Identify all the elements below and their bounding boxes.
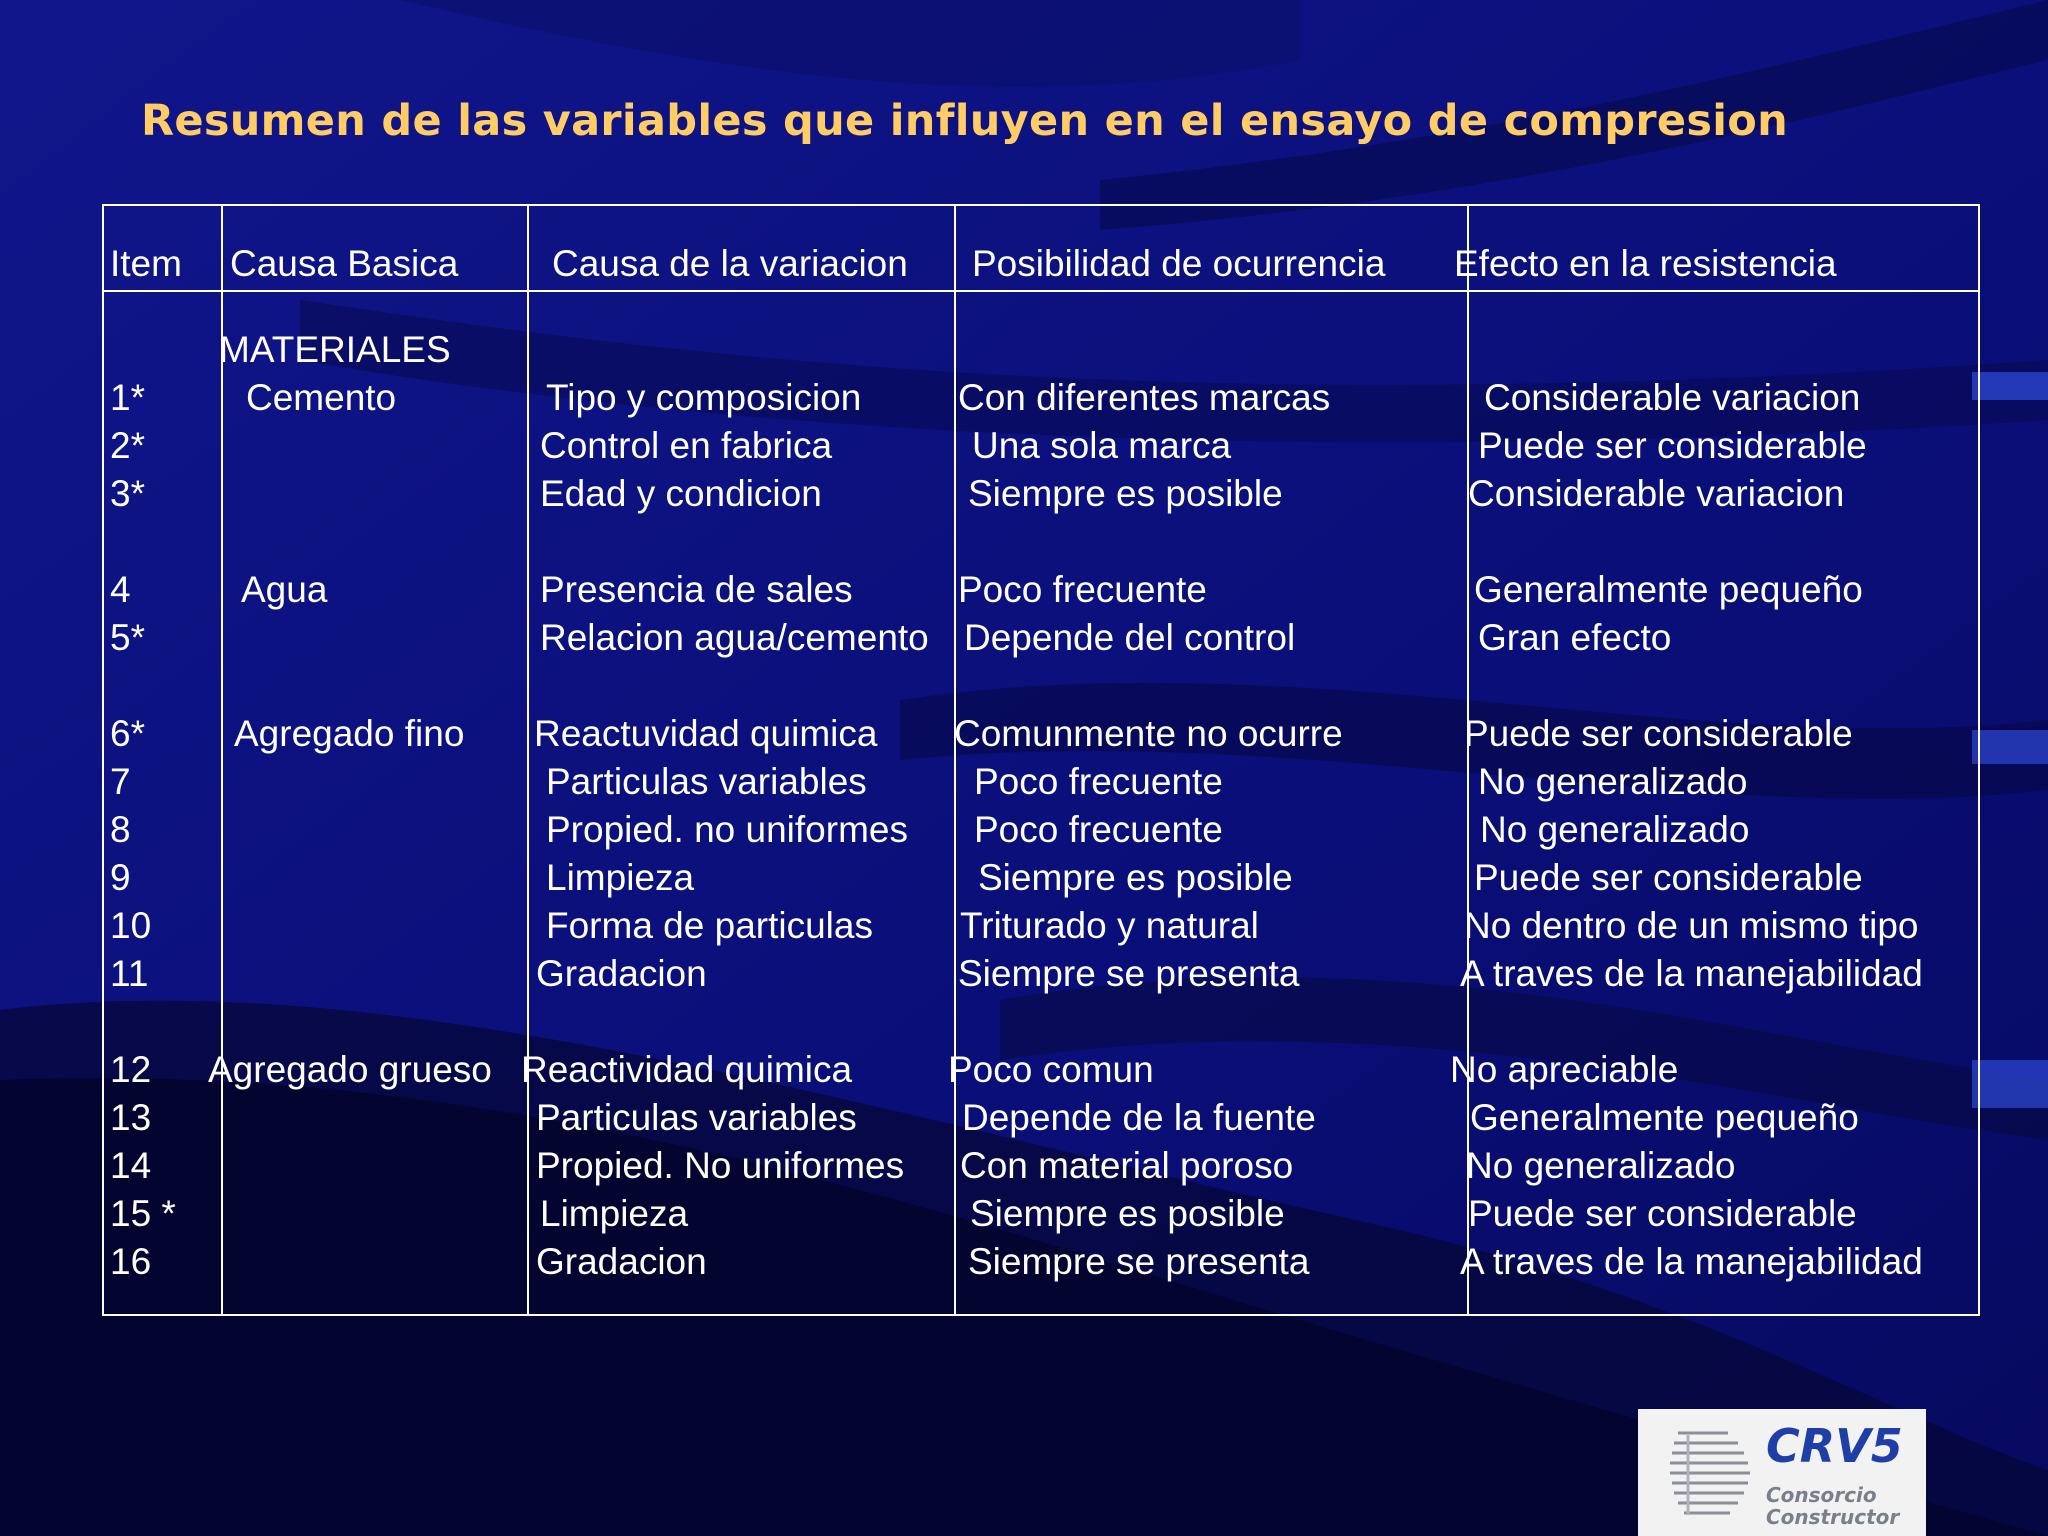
row-item: 4 [110, 569, 131, 610]
row-variation: Edad y condicion [540, 473, 822, 514]
row-effect: No generalizado [1478, 761, 1748, 802]
row-variation: Particulas variables [546, 761, 867, 802]
row-possibility: Siempre se presenta [958, 953, 1300, 994]
row-effect: Considerable variacion [1468, 473, 1845, 514]
row-variation: Propied. no uniformes [546, 809, 908, 850]
row-possibility: Siempre es posible [968, 473, 1283, 514]
row-possibility: Siempre se presenta [968, 1241, 1310, 1282]
row-possibility: Poco frecuente [974, 761, 1223, 802]
row-effect: No apreciable [1450, 1049, 1679, 1090]
column-divider [527, 206, 529, 1314]
row-possibility: Triturado y natural [960, 905, 1259, 946]
row-possibility: Con material poroso [960, 1145, 1294, 1186]
row-effect: No generalizado [1480, 809, 1750, 850]
header-causa-variacion: Causa de la variacion [552, 243, 908, 284]
row-variation: Presencia de sales [540, 569, 853, 610]
row-item: 2* [110, 425, 145, 466]
row-effect: Generalmente pequeño [1470, 1097, 1859, 1138]
cause-label: Cemento [246, 377, 397, 418]
row-item: 5* [110, 617, 145, 658]
row-item: 8 [110, 809, 131, 850]
row-variation: Forma de particulas [546, 905, 873, 946]
row-variation: Relacion agua/cemento [540, 617, 929, 658]
row-variation: Limpieza [540, 1193, 689, 1234]
logo-subtitle-1: Consorcio [1766, 1483, 1877, 1507]
row-item: 14 [110, 1145, 152, 1186]
row-effect: Puede ser considerable [1464, 713, 1853, 754]
column-divider [221, 206, 223, 1314]
row-variation: Tipo y composicion [546, 377, 862, 418]
header-item: Item [110, 243, 182, 284]
header-divider [104, 290, 1978, 292]
row-variation: Particulas variables [536, 1097, 857, 1138]
variables-table [102, 204, 1980, 1316]
column-divider [954, 206, 956, 1314]
row-variation: Reactuvidad quimica [534, 713, 878, 754]
row-item: 16 [110, 1241, 152, 1282]
logo-subtitle-2: Constructor [1766, 1505, 1900, 1529]
row-variation: Limpieza [546, 857, 695, 898]
header-posibilidad: Posibilidad de ocurrencia [972, 243, 1386, 284]
row-effect: A traves de la manejabilidad [1460, 953, 1923, 994]
row-effect: Puede ser considerable [1474, 857, 1863, 898]
company-logo [1638, 1409, 1926, 1536]
row-item: 15 * [110, 1193, 176, 1234]
row-item: 3* [110, 473, 145, 514]
header-efecto: Efecto en la resistencia [1454, 243, 1837, 284]
row-possibility: Depende del control [964, 617, 1296, 658]
row-effect: Gran efecto [1478, 617, 1672, 658]
cause-label: Agregado grueso [208, 1049, 492, 1090]
row-variation: Control en fabrica [540, 425, 833, 466]
row-possibility: Una sola marca [972, 425, 1232, 466]
row-item: 12 [110, 1049, 152, 1090]
row-effect: A traves de la manejabilidad [1460, 1241, 1923, 1282]
row-effect: No generalizado [1466, 1145, 1736, 1186]
row-possibility: Con diferentes marcas [958, 377, 1331, 418]
row-effect: Considerable variacion [1484, 377, 1861, 418]
row-variation: Reactividad quimica [521, 1049, 853, 1090]
row-item: 1* [110, 377, 145, 418]
section-label: MATERIALES [219, 329, 451, 370]
row-item: 10 [110, 905, 152, 946]
row-item: 13 [110, 1097, 152, 1138]
cause-label: Agregado fino [234, 713, 465, 754]
row-effect: Puede ser considerable [1478, 425, 1867, 466]
row-possibility: Poco comun [948, 1049, 1154, 1090]
logo-text: CRV5 [1766, 1419, 1903, 1473]
row-possibility: Comunmente no ocurre [954, 713, 1343, 754]
row-variation: Propied. No uniformes [536, 1145, 905, 1186]
row-possibility: Siempre es posible [978, 857, 1293, 898]
row-possibility: Poco frecuente [958, 569, 1207, 610]
header-causa-basica: Causa Basica [230, 243, 459, 284]
row-effect: Generalmente pequeño [1474, 569, 1863, 610]
cause-label: Agua [241, 569, 328, 610]
row-effect: No dentro de un mismo tipo [1464, 905, 1919, 946]
row-effect: Puede ser considerable [1468, 1193, 1857, 1234]
row-possibility: Depende de la fuente [962, 1097, 1316, 1138]
page-title: Resumen de las variables que influyen en el ensayo de compresion [141, 96, 1789, 146]
row-variation: Gradacion [536, 1241, 707, 1282]
row-possibility: Poco frecuente [974, 809, 1223, 850]
row-variation: Gradacion [536, 953, 707, 994]
row-possibility: Siempre es posible [970, 1193, 1285, 1234]
row-item: 7 [110, 761, 131, 802]
row-item: 6* [110, 713, 145, 754]
row-item: 11 [110, 953, 149, 994]
row-item: 9 [110, 857, 131, 898]
